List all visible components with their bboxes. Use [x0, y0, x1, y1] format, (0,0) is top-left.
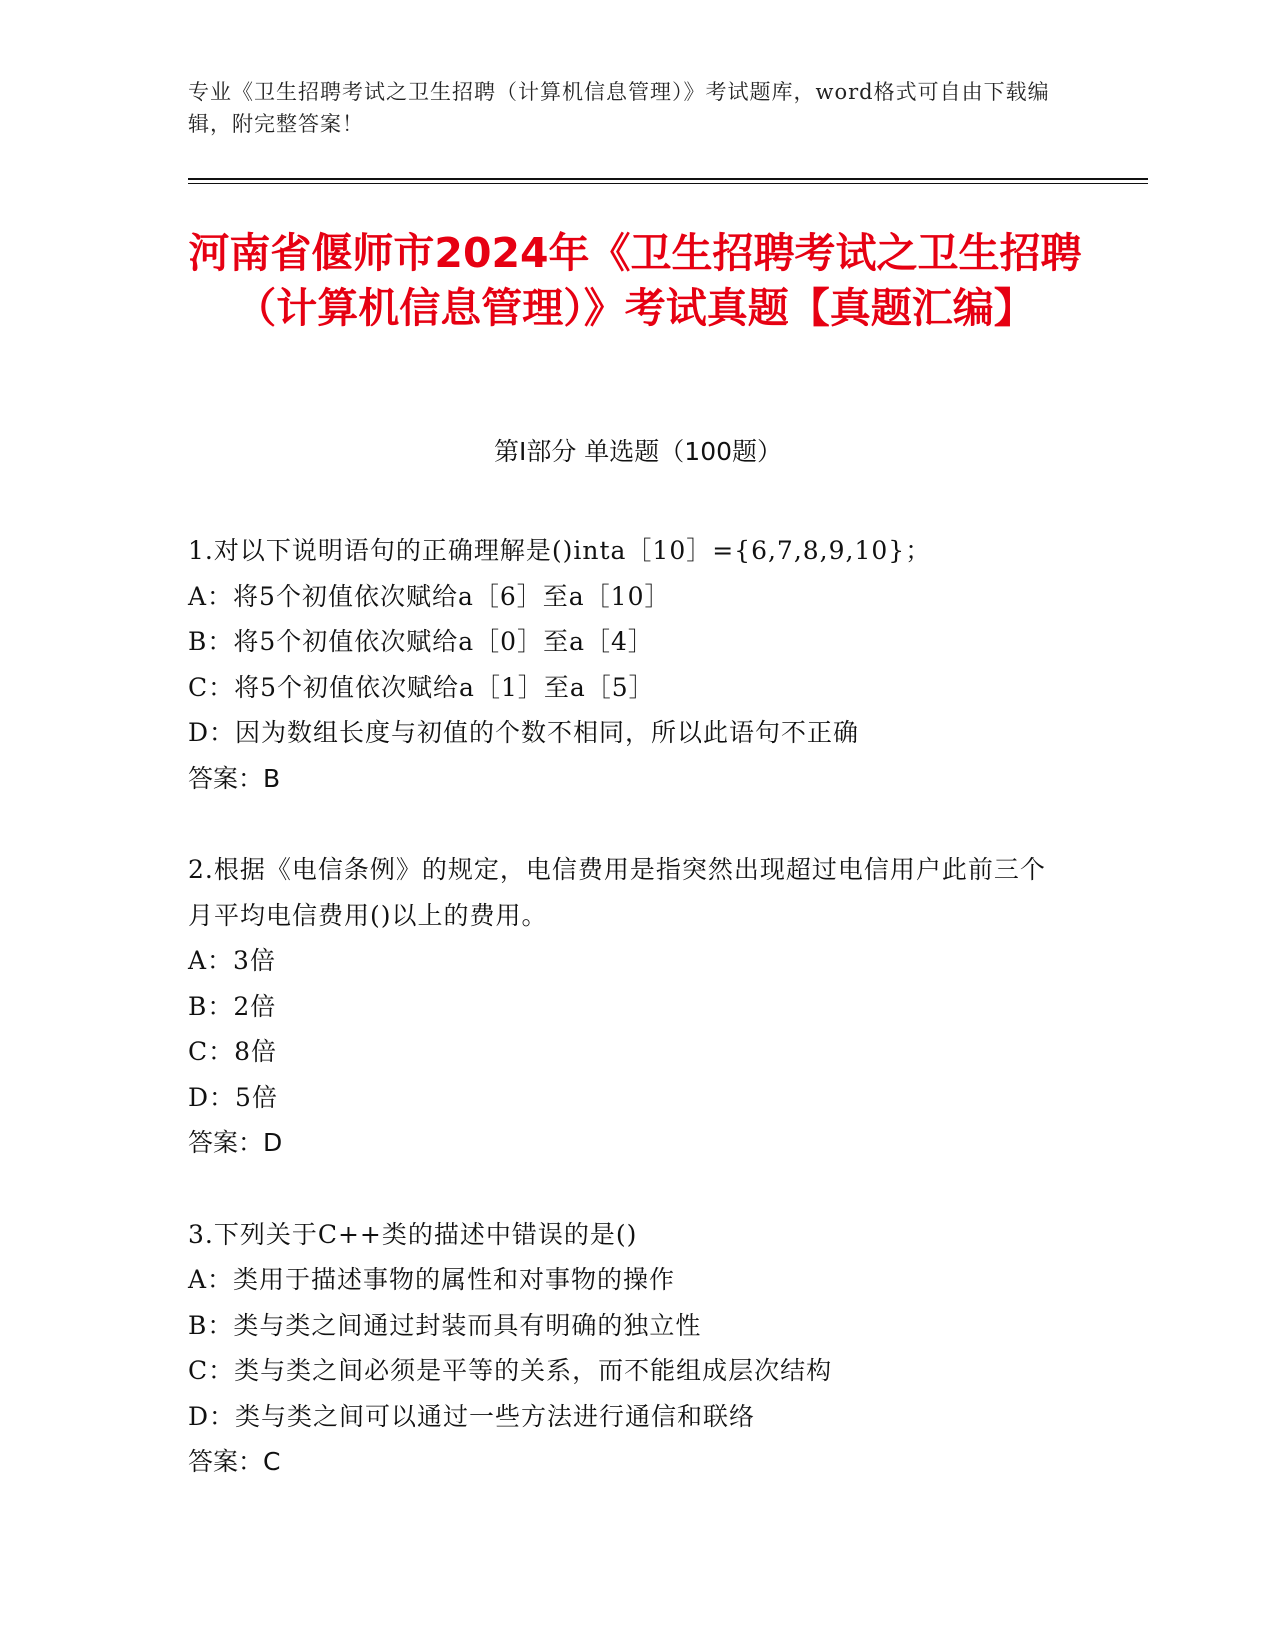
option-a: A：将5个初值依次赋给a［6］至a［10］ [188, 581, 671, 611]
option-b: B：将5个初值依次赋给a［0］至a［4］ [188, 627, 654, 656]
header-note: 专业《卫生招聘考试之卫生招聘（计算机信息管理）》考试题库，word格式可自由下载编辑，附完整答案！ [188, 80, 1050, 136]
option-c: C：类与类之间必须是平等的关系，而不能组成层次结构 [188, 1356, 833, 1385]
question-stem: 1.对以下说明语句的正确理解是()inta［10］={6,7,8,9,10}； [188, 536, 932, 565]
option-d: D：5倍 [188, 1082, 278, 1112]
option-a: A：类用于描述事物的属性和对事物的操作 [188, 1265, 676, 1294]
header-divider [188, 178, 1148, 180]
option-c: C：将5个初值依次赋给a［1］至a［5］ [188, 672, 655, 702]
option-a: A：3倍 [188, 946, 276, 975]
option-d: D：因为数组长度与初值的个数不相同，所以此语句不正确 [188, 718, 860, 747]
answer: 答案：C [188, 1447, 281, 1476]
option-d: D：类与类之间可以通过一些方法进行通信和联络 [188, 1401, 756, 1431]
question-list [188, 528, 1068, 1531]
header-divider-thin [188, 183, 1148, 184]
question-3 [188, 1212, 1068, 1485]
question-2 [188, 847, 1068, 1166]
option-b: B：2倍 [188, 991, 277, 1021]
section-heading: 第I部分 单选题（100题） [493, 437, 783, 466]
question-1 [188, 528, 1068, 801]
option-b: B：类与类之间通过封装而具有明确的独立性 [188, 1310, 702, 1340]
answer: 答案：B [188, 763, 281, 793]
document-title: 河南省偃师市2024年《卫生招聘考试之卫生招聘（计算机信息管理）》考试真题【真题汇编】 [188, 229, 1082, 332]
question-stem: 3.下列关于C++类的描述中错误的是() [188, 1219, 638, 1249]
answer: 答案：D [188, 1128, 283, 1157]
question-stem: 2.根据《电信条例》的规定，电信费用是指突然出现超过电信用户此前三个月平均电信费用()以上的费用。 [188, 855, 1046, 930]
option-c: C：8倍 [188, 1037, 278, 1066]
